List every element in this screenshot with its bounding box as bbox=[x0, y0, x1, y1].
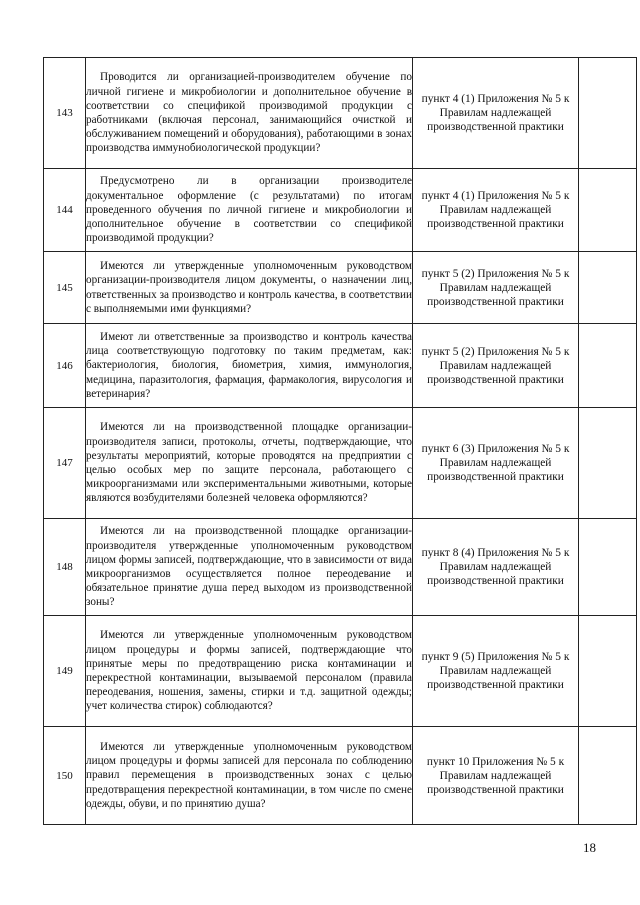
table-row bbox=[44, 727, 637, 825]
empty-cell bbox=[579, 252, 637, 324]
row-number: 149 bbox=[44, 616, 86, 727]
reference-text: пункт 10 Приложения № 5 к Правилам надлежащей производственной практики bbox=[413, 727, 579, 825]
reference-text: пункт 5 (2) Приложения № 5 к Правилам надлежащей производственной практики bbox=[413, 252, 579, 324]
table-row bbox=[44, 408, 637, 519]
row-number: 145 bbox=[44, 252, 86, 324]
empty-cell bbox=[579, 169, 637, 252]
empty-cell bbox=[579, 324, 637, 408]
empty-cell bbox=[579, 58, 637, 169]
empty-cell bbox=[579, 616, 637, 727]
question-text: Имеют ли ответственные за производство и контроль качества лица соответствующую подготовку по таким предметам, как: бактериология, биология, биометрия, химия, иммунология, медицина, паразитология, фармация, фармакология, вирусология и ветеринария? bbox=[86, 324, 413, 408]
question-text: Имеются ли утвержденные уполномоченным руководством лицом процедуры и формы записей, подтверждающие что принятые меры по предотвращению риска контаминации и перекрестной контаминации, вызываемой персоналом (правила переодевания, ношения, замены, стирки и т.д. защитной одежды; учет количества стирок) соблюдаются? bbox=[86, 616, 413, 727]
row-number: 143 bbox=[44, 58, 86, 169]
table-row bbox=[44, 519, 637, 616]
reference-text: пункт 4 (1) Приложения № 5 к Правилам надлежащей производственной практики bbox=[413, 58, 579, 169]
question-text: Имеются ли утвержденные уполномоченным руководством организации-производителя лицом документы, о назначении лиц, ответственных за производство и контроль качества, в соответствии с выполняемыми ими функциями? bbox=[86, 252, 413, 324]
table-row bbox=[44, 169, 637, 252]
question-text: Имеются ли утвержденные уполномоченным руководством лицом процедуры и формы записей для персонала по соблюдению правил перемещения в производственных зонах с целью предотвращения перекрестной контаминации, в том числе по смене одежды, обуви, и по принятию душа? bbox=[86, 727, 413, 825]
table-row bbox=[44, 324, 637, 408]
page-number: 18 bbox=[583, 840, 596, 855]
question-text: Предусмотрено ли в организации производителе документальное оформление (с результатами) по итогам проведенного обучения по личной гигиене и микробиологии и дополнительное обучение в соответствии со спецификой производимой продукции? bbox=[86, 169, 413, 252]
question-text: Имеются ли на производственной площадке организации-производителя утвержденные уполномоченным руководством лицом формы записей, подтверждающие, что в зависимости от вида микроорганизмов осуществляется полное переодевание и обязательное принятие душа перед выходом из производственной зоны? bbox=[86, 519, 413, 616]
table-row bbox=[44, 616, 637, 727]
table-row bbox=[44, 58, 637, 169]
reference-text: пункт 9 (5) Приложения № 5 к Правилам надлежащей производственной практики bbox=[413, 616, 579, 727]
reference-text: пункт 6 (3) Приложения № 5 к Правилам надлежащей производственной практики bbox=[413, 408, 579, 519]
row-number: 146 bbox=[44, 324, 86, 408]
empty-cell bbox=[579, 519, 637, 616]
row-number: 144 bbox=[44, 169, 86, 252]
empty-cell bbox=[579, 408, 637, 519]
question-text: Имеются ли на производственной площадке организации-производителя записи, протоколы, отчеты, подтверждающие, что результаты мероприятий, которые проводятся на предприятии с целью особых мер по защите персонала, работающего с микроорганизмами или экспериментальными животными, которые являются возбудителями болезней человека оформляются? bbox=[86, 408, 413, 519]
table-row bbox=[44, 252, 637, 324]
reference-text: пункт 5 (2) Приложения № 5 к Правилам надлежащей производственной практики bbox=[413, 324, 579, 408]
empty-cell bbox=[579, 727, 637, 825]
question-text: Проводится ли организацией-производителем обучение по личной гигиене и микробиологии и дополнительное обучение в соответствии со спецификой производимой продукции с работниками (включая персонал, занимающийся очисткой и обслуживанием помещений и оборудования), работающими в зонах производства иммунобиологической продукции? bbox=[86, 58, 413, 169]
reference-text: пункт 8 (4) Приложения № 5 к Правилам надлежащей производственной практики bbox=[413, 519, 579, 616]
row-number: 147 bbox=[44, 408, 86, 519]
row-number: 150 bbox=[44, 727, 86, 825]
row-number: 148 bbox=[44, 519, 86, 616]
reference-text: пункт 4 (1) Приложения № 5 к Правилам надлежащей производственной практики bbox=[413, 169, 579, 252]
checklist-table bbox=[43, 57, 637, 825]
